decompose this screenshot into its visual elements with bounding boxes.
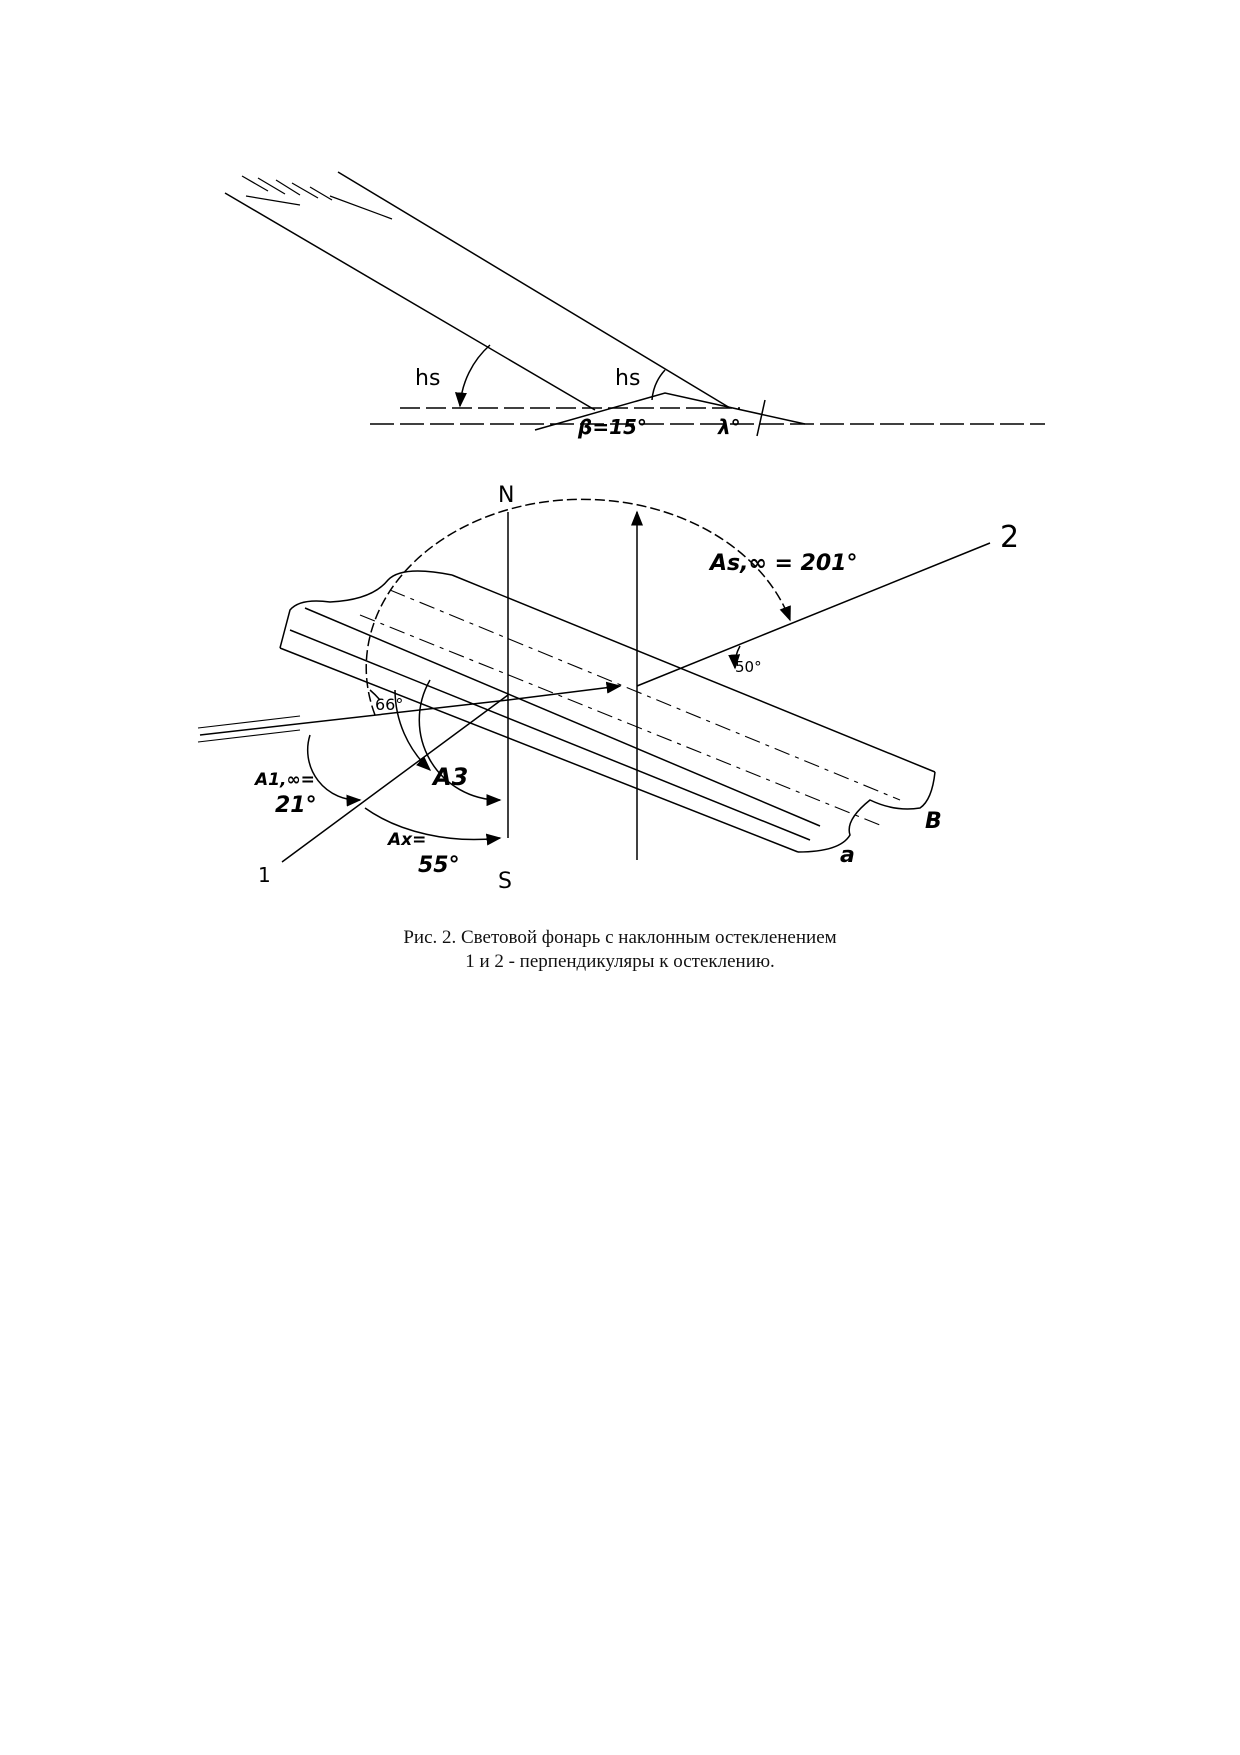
skylight-right-end [798, 772, 935, 852]
azimuth-arc-as [366, 499, 790, 715]
label-gamma: λ° [718, 415, 741, 439]
sun-ray-lower [225, 193, 595, 410]
plan-diagram [198, 499, 990, 862]
skylight-bottom-edge [280, 648, 798, 852]
sun-hatch-2 [198, 730, 300, 742]
label-angle-66: 66° [375, 695, 404, 714]
label-a3: A3 [433, 763, 469, 791]
label-perpendicular-2: 2 [1000, 520, 1020, 555]
skylight-top-edge [452, 575, 935, 772]
caption-line-1: Рис. 2. Световой фонарь с наклонным остекленением [403, 927, 837, 948]
label-a55-value: 55° [418, 853, 460, 878]
label-south: S [498, 869, 512, 894]
label-a55-top: Ax= [388, 830, 427, 850]
section-diagram [225, 172, 1045, 436]
sun-azimuth-ray-2 [508, 686, 620, 700]
skylight-mid-edge-1 [305, 608, 820, 826]
altitude-arc-left [460, 345, 490, 406]
label-angle-50: 50° [735, 658, 762, 676]
ray-hatch [242, 176, 392, 219]
label-tilt-angle: β=15° [578, 415, 647, 439]
label-hs-left: hs [415, 366, 441, 391]
label-azimuth-sun: As,∞ = 201° [710, 551, 858, 576]
label-edge-b: B [925, 809, 942, 834]
sun-hatch-1 [198, 716, 300, 728]
azimuth-arc-21 [308, 735, 360, 800]
label-hs-right: hs [615, 366, 641, 391]
skylight-mid-edge-2 [290, 630, 810, 840]
sun-ray-upper [338, 172, 730, 408]
caption-line-2: 1 и 2 - перпендикуляры к остеклению. [465, 951, 775, 972]
label-a21-value: 21° [275, 793, 317, 818]
label-edge-a: a [840, 843, 855, 868]
gamma-tick [757, 400, 765, 436]
label-a21-top: A1,∞= [255, 770, 315, 790]
label-north: N [498, 483, 515, 508]
azimuth-arc-55 [365, 808, 500, 839]
ridge-dashed-2 [360, 615, 880, 825]
label-perpendicular-1: 1 [258, 863, 271, 887]
